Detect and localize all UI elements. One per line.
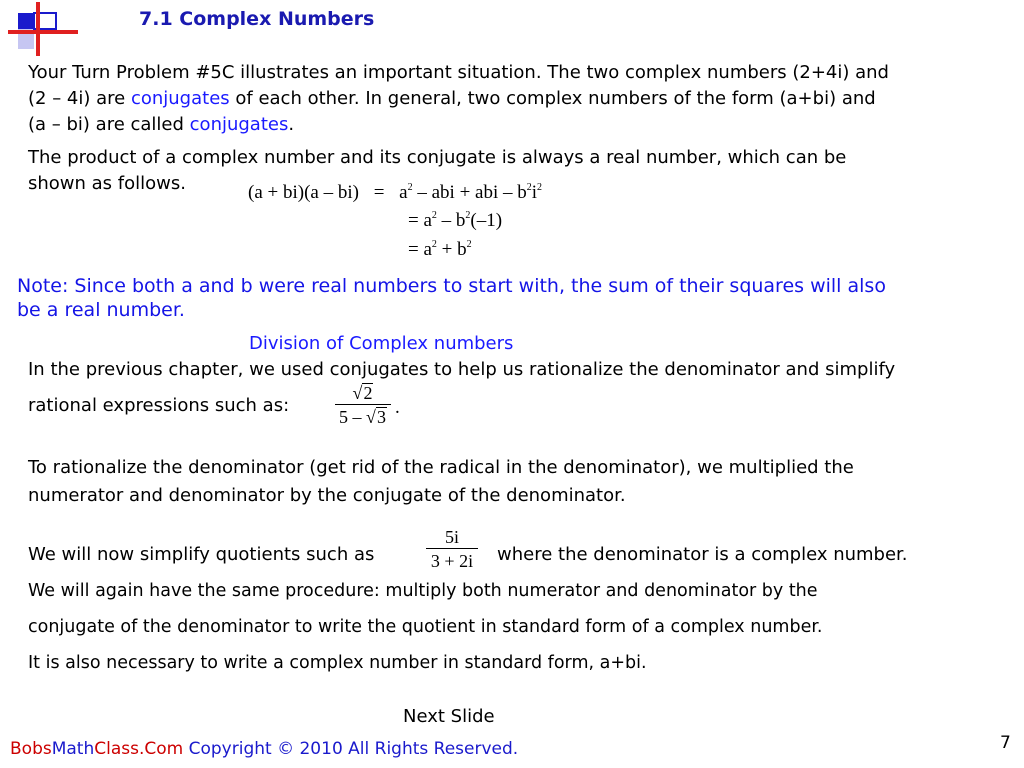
page-title: 7.1 Complex Numbers xyxy=(139,8,375,30)
quotient-line-start: We will now simplify quotients such as xyxy=(28,544,375,565)
fraction-denominator: 5 – √3 xyxy=(339,407,386,427)
term-conjugates: conjugates xyxy=(130,88,230,109)
fraction-numerator: √2 xyxy=(352,383,373,403)
equation-line-2: = $a^2 - b^2(-1)$ xyxy=(408,210,503,231)
intro-line-1: Your Turn Problem #5C illustrates an important situation. The two complex numbers (2+4i) and xyxy=(28,62,889,83)
page-number: 7 xyxy=(1000,733,1011,753)
footer-brand-class: Class.Com xyxy=(94,739,184,759)
again-line-2: conjugate of the denominator to write the quotient in standard form of a complex number. xyxy=(28,617,823,637)
crosshair-logo-icon xyxy=(0,0,80,56)
product-line-1: The product of a complex number and its conjugate is always a real number, which can be xyxy=(28,147,847,168)
term-conjugates: conjugates xyxy=(189,114,289,135)
intro-line-2: (2 – 4i) are conjugates of each other. In general, two complex numbers of the form (a+bi) and xyxy=(28,88,876,109)
rationalize-line-2: numerator and denominator by the conjugate of the denominator. xyxy=(28,485,626,506)
rationalize-line-1: To rationalize the denominator (get rid of the radical in the denominator), we multiplied the xyxy=(28,457,854,478)
division-line-2: rational expressions such as: xyxy=(28,395,290,416)
note-line-2: be a real number. xyxy=(17,299,185,321)
footer-copyright xyxy=(10,739,518,759)
quotient-line-end: where the denominator is a complex number. xyxy=(497,544,908,565)
note-paragraph xyxy=(17,274,886,322)
section-heading: Division of Complex numbers xyxy=(249,333,514,354)
intro-line-3: (a – bi) are called conjugates. xyxy=(28,114,295,135)
complex-fraction xyxy=(424,526,480,573)
product-line-2: shown as follows. xyxy=(28,173,186,194)
note-line-1: Note: Since both a and b were real numbers to start with, the sum of their squares will also xyxy=(17,275,886,297)
rationalize-paragraph xyxy=(28,455,854,509)
fraction-denominator: 3 + 2i xyxy=(430,551,474,571)
footer-brand-bobs: Bobs xyxy=(10,739,52,759)
intro-paragraph xyxy=(28,60,889,138)
equation-line-1: $(a + bi)(a - bi) = a^2$ – abi + abi – $b^2i^2$ xyxy=(248,182,543,203)
footer-brand-math: Math xyxy=(51,739,95,759)
equation-line-3: = $a^2 + b^2$ xyxy=(408,239,472,260)
fraction-numerator: 5i xyxy=(444,527,459,547)
standard-form-line: It is also necessary to write a complex number in standard form, a+bi. xyxy=(28,653,647,673)
fraction-period: . xyxy=(395,397,400,418)
again-line-1: We will again have the same procedure: multiply both numerator and denominator by the xyxy=(28,581,818,601)
next-slide-link[interactable]: Next Slide xyxy=(403,706,495,727)
footer-copyright-text: Copyright © 2010 All Rights Reserved. xyxy=(183,739,519,759)
radical-fraction xyxy=(333,382,393,429)
division-line-1: In the previous chapter, we used conjugates to help us rationalize the denominator and simplify xyxy=(28,359,896,380)
